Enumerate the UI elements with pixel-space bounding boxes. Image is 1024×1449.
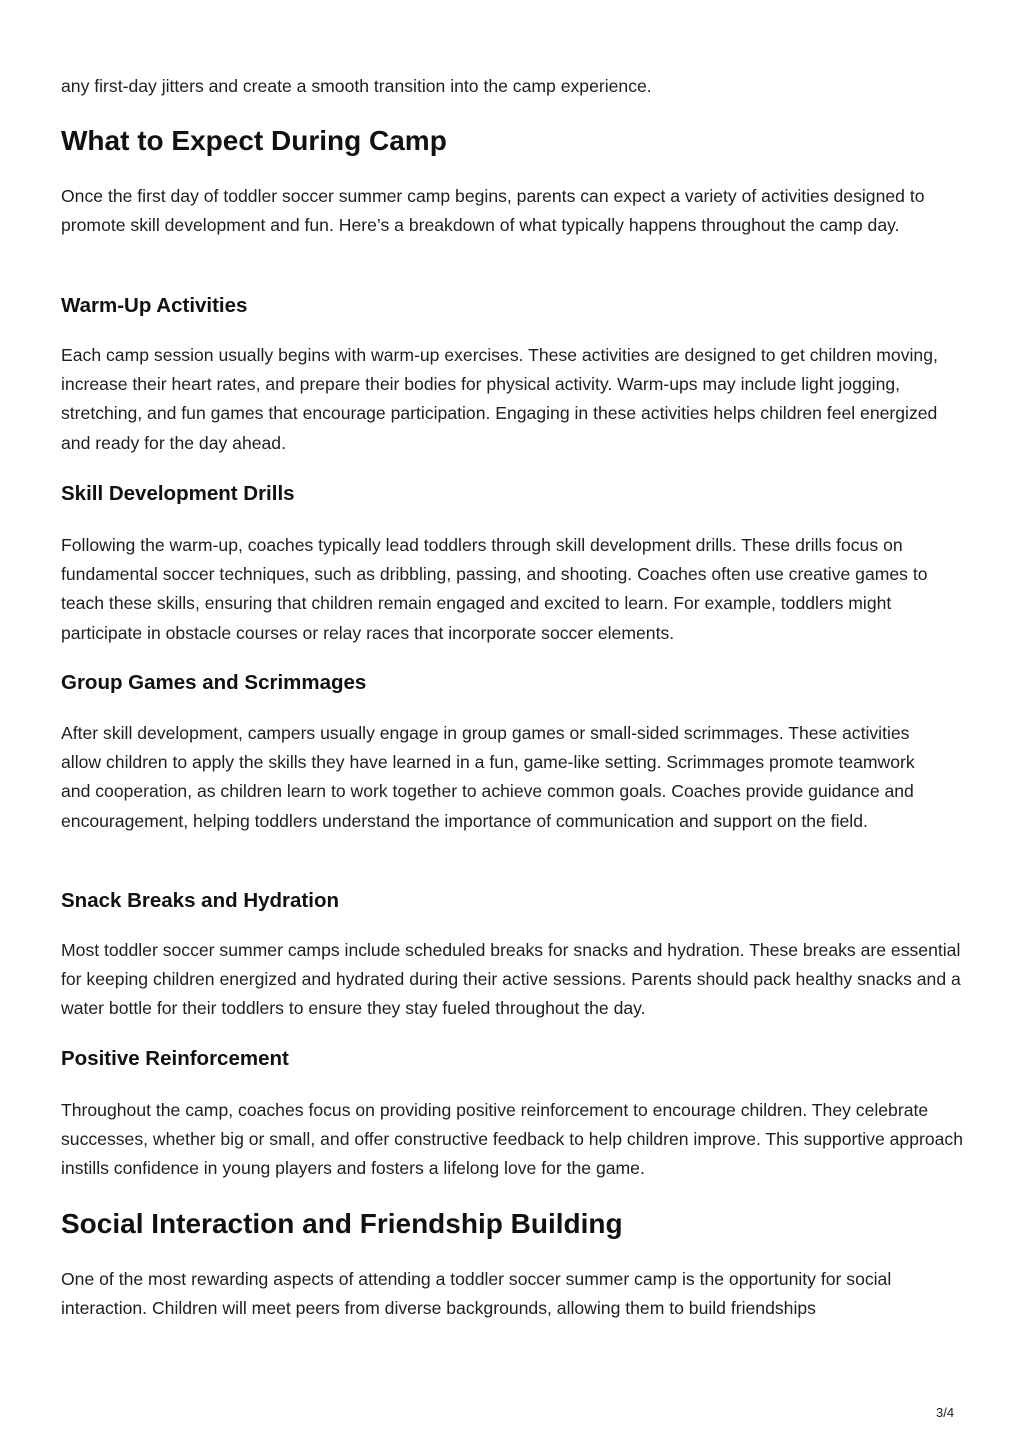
warmup-heading: Warm-Up Activities [61, 294, 248, 317]
page-number: 3/4 [936, 1405, 955, 1420]
snack-breaks-paragraph: Most toddler soccer summer camps include scheduled breaks for snacks and hydration. These breaks are essential for keeping children energized and hydrated during their active sessions. Parents should pack healthy snacks and a water bottle for their toddlers to ensure they stay fueled throughout the day. [61, 940, 961, 1019]
skill-drills-heading: Skill Development Drills [61, 482, 295, 505]
what-to-expect-heading: What to Expect During Camp [61, 125, 447, 156]
group-games-paragraph: After skill development, campers usually engage in group games or small-sided scrimmages. These activities allow children to apply the skills they have learned in a fun, game-like setting. Scrimmages promote teamwork and cooperation, as children learn to work together to achieve common goals. Coaches provide guidance and encouragement, helping toddlers understand the importance of communication and support on the field. [61, 723, 915, 831]
positive-reinforcement-heading: Positive Reinforcement [61, 1047, 289, 1070]
warmup-paragraph: Each camp session usually begins with warm-up exercises. These activities are designed to get children moving, increase their heart rates, and prepare their bodies for physical activity. Warm-ups may include light jogging, stretching, and fun games that encourage participation. Engaging in these activities helps children feel energized and ready for the day ahead. [61, 345, 938, 453]
what-to-expect-paragraph: Once the first day of toddler soccer summer camp begins, parents can expect a variety of activities designed to promote skill development and fun. Here’s a breakdown of what typically happens throughout the camp day. [61, 186, 925, 236]
snack-breaks-heading: Snack Breaks and Hydration [61, 889, 339, 912]
skill-drills-paragraph: Following the warm-up, coaches typically lead toddlers through skill development drills. These drills focus on fundamental soccer techniques, such as dribbling, passing, and shooting. Coaches often use creative games to teach these skills, ensuring that children remain engaged and excited to learn. For example, toddlers might participate in obstacle courses or relay races that incorporate soccer elements. [61, 535, 928, 643]
social-interaction-paragraph: One of the most rewarding aspects of attending a toddler soccer summer camp is the opportunity for social interaction. Children will meet peers from diverse backgrounds, allowing them to build friendships [61, 1269, 892, 1319]
intro-tail-paragraph: any first-day jitters and create a smooth transition into the camp experience. [61, 76, 652, 96]
group-games-heading: Group Games and Scrimmages [61, 671, 367, 694]
social-interaction-heading: Social Interaction and Friendship Building [61, 1208, 623, 1239]
positive-reinforcement-paragraph: Throughout the camp, coaches focus on providing positive reinforcement to encourage children. They celebrate successes, whether big or small, and offer constructive feedback to help children improve. This supportive approach instills confidence in young players and fosters a lifelong love for the game. [61, 1100, 963, 1179]
